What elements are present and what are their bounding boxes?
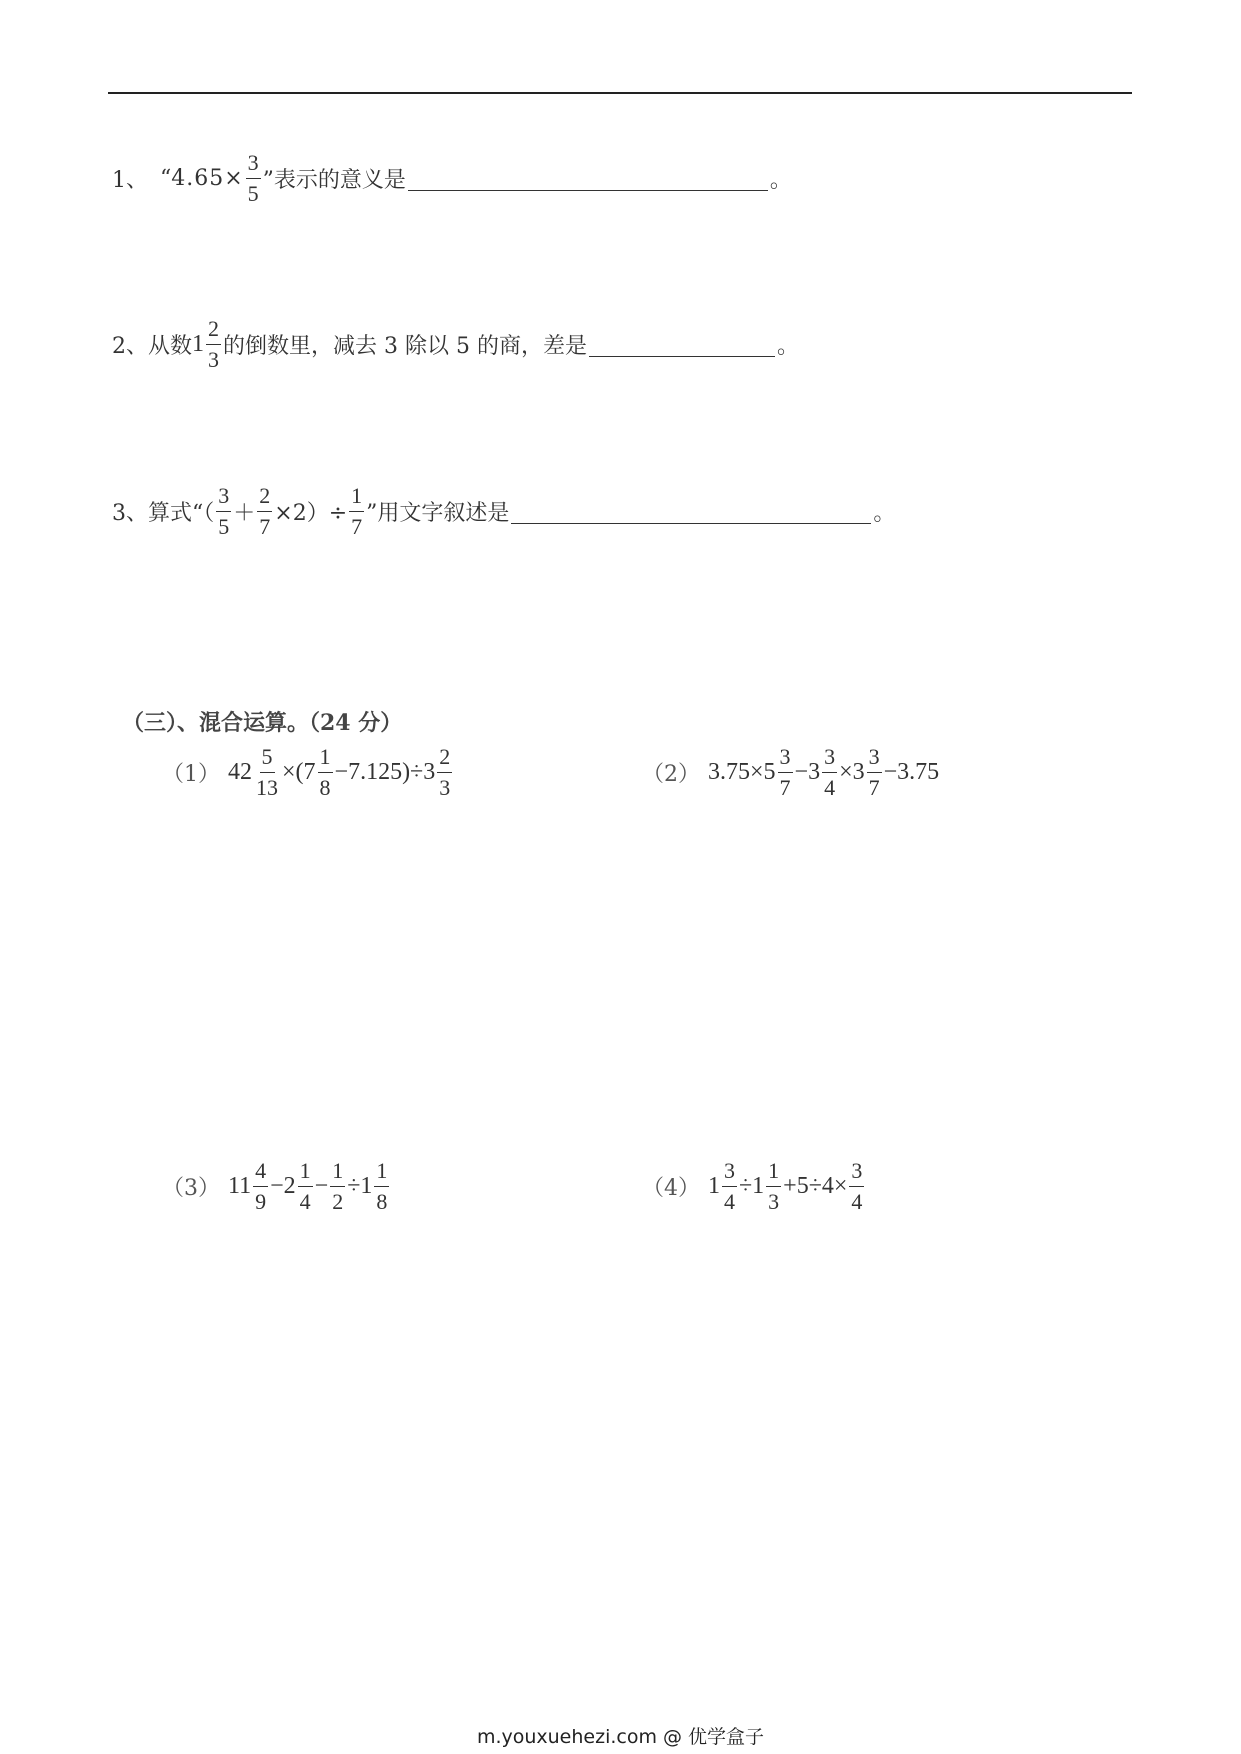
expression-label: （2） [642,762,700,787]
fraction: $\frac{3}{4}$ [851,1158,863,1214]
expression-1: （1） 42 $\frac{5}{13}$ ×(7 $\frac{1}{8}$ −7.125)÷3 $\frac{2}{3}$ [162,744,451,800]
answer-blank[interactable] [589,332,775,357]
header-rule [108,92,1132,94]
fraction: $\frac{2}{3}$ [208,316,220,372]
question-number: 2、 [112,334,148,359]
expression-2: （2） 3.75×5 $\frac{3}{7}$ −3 $\frac{3}{4}$ ×3 $\frac{3}{7}$ −3.75 [642,744,940,800]
fraction: $\frac{1}{8}$ [319,744,331,800]
fraction: $\frac{3}{5}$ [247,150,259,206]
answer-blank[interactable] [511,499,871,524]
fraction: $\frac{5}{13}$ [256,744,278,800]
expression-label: （4） [642,1176,700,1201]
expression-4: （4） 1 $\frac{3}{4}$ ÷1 $\frac{1}{3}$ +5÷4× $\frac{3}{4}$ [642,1158,863,1214]
question-number: 3、 [112,501,148,526]
section-title: （三）、混合运算。（24 分） [122,710,403,736]
question-1: 1、 “ 4.65× $\frac{3}{5}$ ”表示的意义是 。 [112,150,792,206]
expression-3: （3） 11 $\frac{4}{9}$ −2 $\frac{1}{4}$ − $\frac{1}{2}$ ÷1 $\frac{1}{8}$ [162,1158,388,1214]
fraction: $\frac{1}{7}$ [351,483,363,539]
fraction: $\frac{3}{5}$ [218,483,230,539]
fraction: $\frac{1}{8}$ [376,1158,388,1214]
footer-watermark: m.youxuehezi.com @ 优学盒子 [476,1726,765,1748]
answer-blank[interactable] [408,166,768,191]
fraction: $\frac{1}{3}$ [768,1158,780,1214]
expression-label: （3） [162,1176,220,1201]
fraction: $\frac{1}{2}$ [332,1158,344,1214]
fraction: $\frac{1}{4}$ [299,1158,311,1214]
question-number: 1、 [112,168,148,193]
question-2: 2、 从数 1 $\frac{2}{3}$ 的倒数里，减去 3 除以 5 的商，差是 。 [112,316,799,372]
fraction: $\frac{2}{3}$ [439,744,451,800]
fraction: $\frac{3}{4}$ [824,744,836,800]
fraction: $\frac{3}{7}$ [868,744,880,800]
fraction: $\frac{3}{7}$ [779,744,791,800]
fraction: $\frac{4}{9}$ [255,1158,267,1214]
fraction: $\frac{3}{4}$ [724,1158,735,1214]
fraction: $\frac{2}{7}$ [259,483,271,539]
question-3: 3、 算式“（ $\frac{3}{5}$ ＋ $\frac{2}{7}$ ×2）÷ $\frac{1}{7}$ ”用文字叙述是 。 [112,483,896,539]
expression-label: （1） [162,762,220,787]
